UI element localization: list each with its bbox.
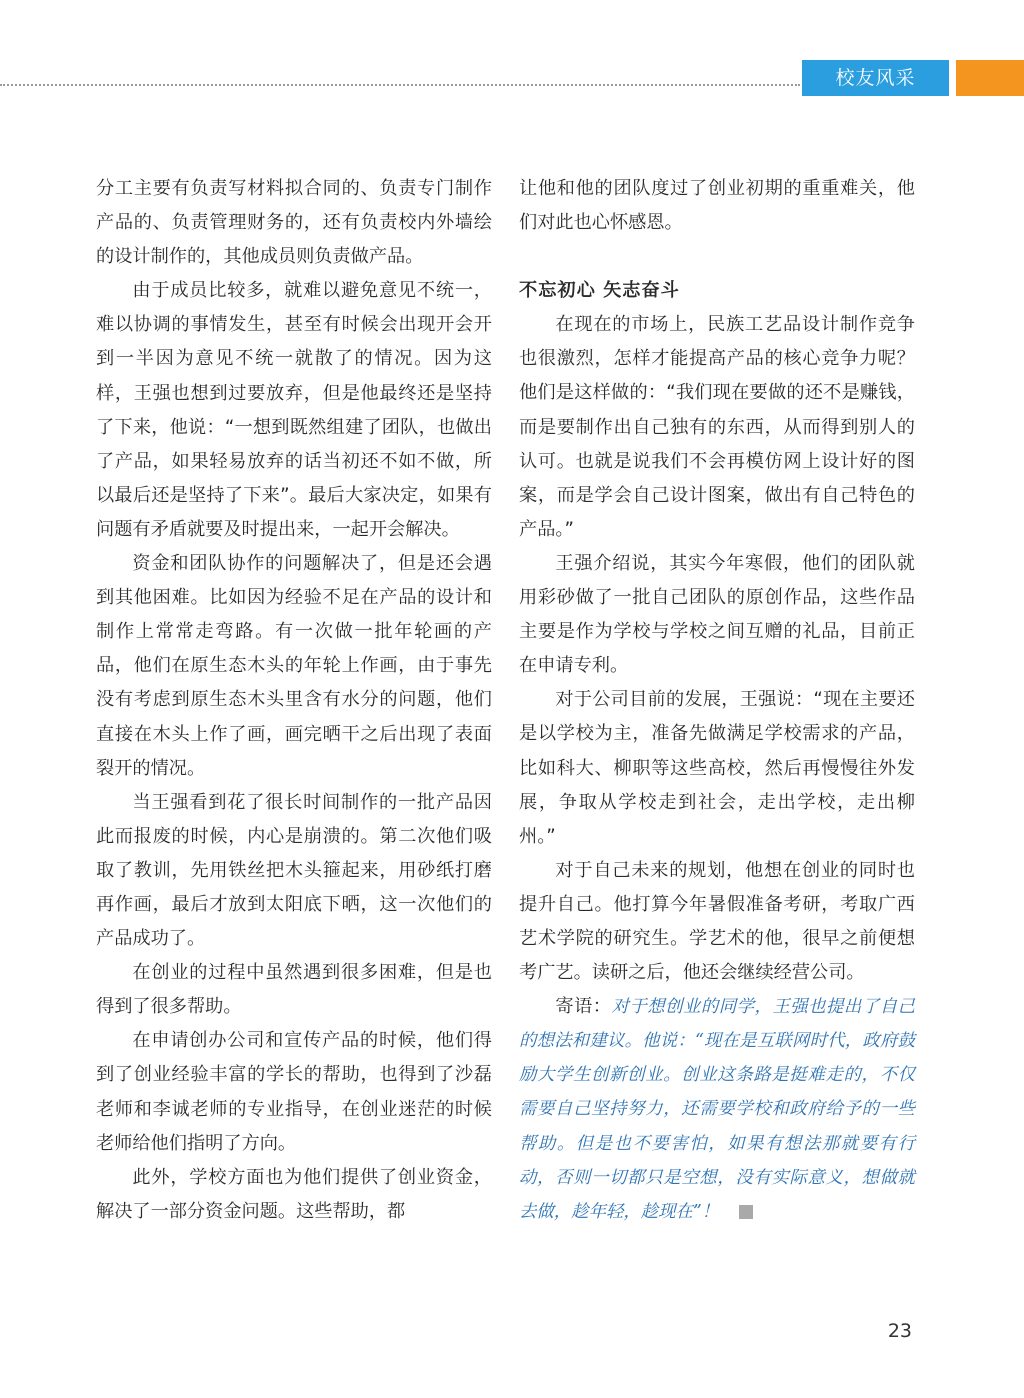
- paragraph: 王强介绍说，其实今年寒假，他们的团队就用彩砂做了一批自己团队的原创作品，这些作品主要是作为学校与学校之间互赠的礼品，目前正在申请专利。: [519, 552, 915, 677]
- paragraph: 在创业的过程中虽然遇到很多困难，但是也得到了很多帮助。: [96, 962, 492, 1018]
- paragraph: 在现在的市场上，民族工艺品设计制作竞争也很激烈，怎样才能提高产品的核心竞争力呢？他们是这样做的：“我们现在要做的还不是赚钱，而是要制作出自己独有的东西，从而得到别人的认可。也就是说我们不会再模仿网上设计好的图案，而是学会自己设计图案，做出有自己特色的产品。”: [519, 314, 915, 540]
- closing-note: [519, 990, 915, 1229]
- page-number: 23: [887, 1320, 912, 1342]
- paragraph: 此外，学校方面也为他们提供了创业资金，解决了一部分资金问题。这些帮助，都: [96, 1166, 492, 1222]
- paragraph: 由于成员比较多，就难以避免意见不统一，难以协调的事情发生，甚至有时候会出现开会开到一半因为意见不统一就散了的情况。因为这样，王强也想到过要放弃，但是他最终还是坚持了下来，他说：“一想到既然组建了团队，也做出了产品，如果轻易放弃的话当初还不如不做，所以最后还是坚持了下来”。最后大家决定，如果有问题有矛盾就要及时提出来，一起开会解决。: [96, 280, 492, 540]
- paragraph: 分工主要有负责写材料拟合同的、负责专门制作产品的、负责管理财务的，还有负责校内外墙绘的设计制作的，其他成员则负责做产品。: [96, 178, 492, 268]
- paragraph: 对于自己未来的规划，他想在创业的同时也提升自己。他打算今年暑假准备考研，考取广西艺术学院的研究生。学艺术的他，很早之前便想考广艺。读研之后，他还会继续经营公司。: [519, 859, 915, 984]
- header-accent-block: [956, 60, 1024, 96]
- paragraph: 让他和他的团队度过了创业初期的重重难关，他们对此也心怀感恩。: [519, 178, 915, 234]
- header-dotted-rule: [0, 84, 800, 86]
- paragraph: 在申请创办公司和宣传产品的时候，他们得到了创业经验丰富的学长的帮助，也得到了沙磊老师和李诚老师的专业指导，在创业迷茫的时候老师给他们指明了方向。: [96, 1030, 492, 1154]
- section-heading: 不忘初心 矢志奋斗: [519, 280, 680, 302]
- paragraph: 资金和团队协作的问题解决了，但是还会遇到其他困难。比如因为经验不足在产品的设计和制作上常常走弯路。有一次做一批年轮画的产品，他们在原生态木头的年轮上作画，由于事先没有考虑到原生态木头里含有水分的问题，他们直接在木头上作了画，画完晒干之后出现了表面裂开的情况。: [96, 553, 492, 779]
- note-text: 对于想创业的同学，王强也提出了自己的想法和建议。他说：“现在是互联网时代，政府鼓励大学生创新创业。创业这条路是挺难走的，不仅需要自己坚持努力，还需要学校和政府给予的一些帮助。但是也不要害怕，如果有想法那就要有行动，否则一切都只是空想，没有实际意义，想做就去做，趁年轻，趁现在”！: [519, 997, 915, 1222]
- left-column: [96, 172, 492, 1229]
- paragraph: 对于公司目前的发展，王强说：“现在主要还是以学校为主，准备先做满足学校需求的产品，比如科大、柳职等这些高校，然后再慢慢往外发展，争取从学校走到社会，走出学校，走出柳州。”: [519, 689, 915, 847]
- paragraph: 当王强看到花了很长时间制作的一批产品因此而报废的时候，内心是崩溃的。第二次他们吸取了教训，先用铁丝把木头箍起来，用砂纸打磨再作画，最后才放到太阳底下晒，这一次他们的产品成功了。: [96, 791, 492, 950]
- section-title-tab: 校友风采: [802, 60, 949, 96]
- note-label: 寄语：: [555, 996, 612, 1018]
- end-of-article-square-icon: [739, 1205, 753, 1219]
- right-column: [519, 172, 915, 1229]
